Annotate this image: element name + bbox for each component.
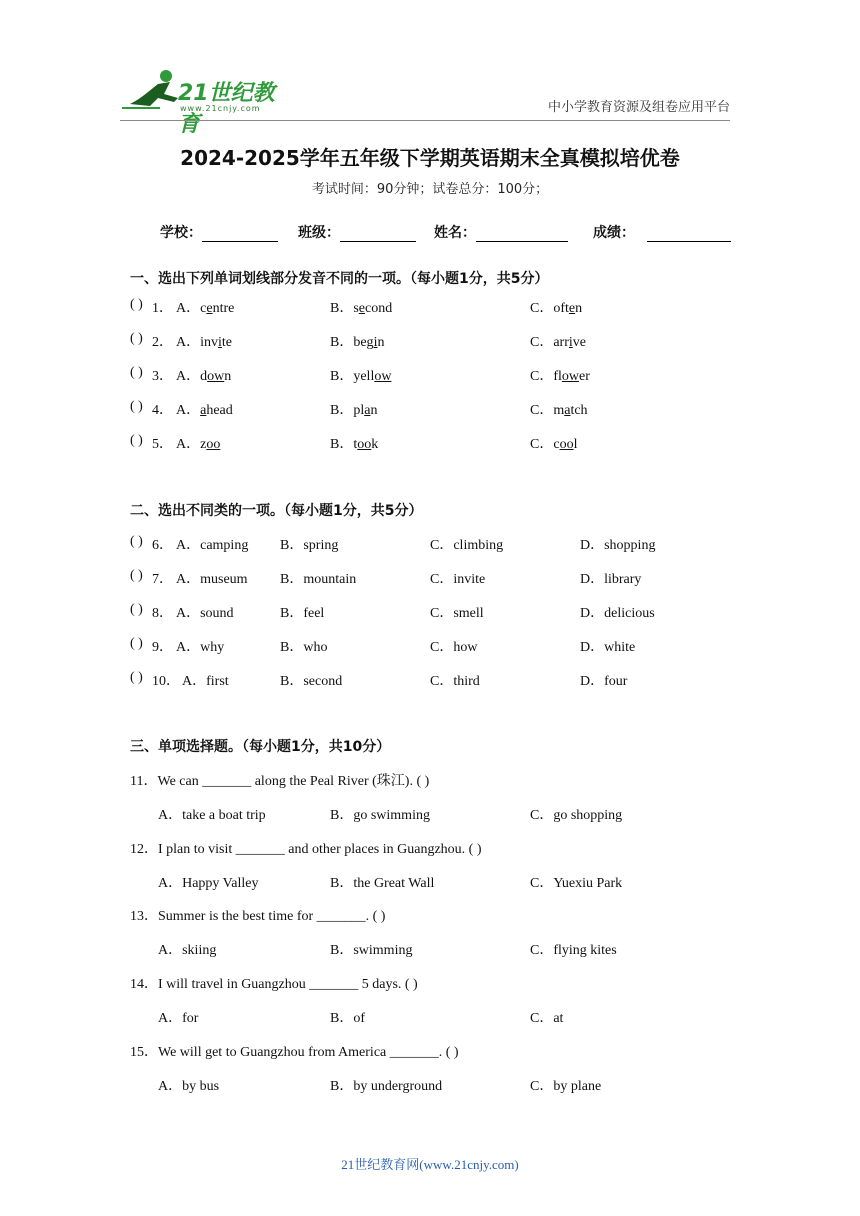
header-divider	[120, 120, 730, 121]
logo-text: 21世纪教育	[178, 81, 275, 137]
option-a[interactable]: A．take a boat trip	[158, 808, 266, 823]
answer-blank[interactable]: ( )	[130, 670, 143, 685]
answer-blank[interactable]: ( )	[130, 433, 143, 448]
option-a[interactable]: A．ahead	[176, 403, 233, 418]
score-field[interactable]	[593, 222, 731, 242]
option-a[interactable]: A．why	[176, 640, 225, 655]
option-b[interactable]: B．feel	[280, 606, 325, 621]
option-a[interactable]: A．first	[182, 674, 229, 689]
question-stem: 14．I will travel in Guangzhou _______ 5 days. ( )	[130, 977, 418, 992]
option-c[interactable]: C．flying kites	[530, 943, 617, 958]
option-c[interactable]: C．cool	[530, 437, 578, 452]
option-c[interactable]: C．arrive	[530, 335, 586, 350]
class-label: 班级：	[298, 225, 340, 241]
option-c[interactable]: C．match	[530, 403, 588, 418]
option-b[interactable]: B．spring	[280, 538, 339, 553]
option-c[interactable]: C．invite	[430, 572, 486, 587]
answer-blank[interactable]: ( )	[130, 636, 143, 651]
option-a[interactable]: A．for	[158, 1011, 199, 1026]
option-c[interactable]: C．go shopping	[530, 808, 623, 823]
option-a[interactable]: A．centre	[176, 301, 235, 316]
question-stem: 12．I plan to visit _______ and other places in Guangzhou. ( )	[130, 842, 482, 857]
option-c[interactable]: C．climbing	[430, 538, 504, 553]
logo-url: www.21cnjy.com	[180, 104, 261, 113]
page-title: 2024-2025学年五年级下学期英语期末全真模拟培优卷	[180, 146, 680, 170]
option-c[interactable]: C．smell	[430, 606, 484, 621]
answer-blank[interactable]: ( )	[130, 534, 143, 549]
option-c[interactable]: C．Yuexiu Park	[530, 876, 623, 891]
option-a[interactable]: A．sound	[176, 606, 234, 621]
option-a[interactable]: A．camping	[176, 538, 249, 553]
option-d[interactable]: D．delicious	[580, 606, 655, 621]
option-b[interactable]: B．second	[330, 301, 393, 316]
answer-blank[interactable]: ( )	[130, 297, 143, 312]
section-3-title: 三、单项选择题。（每小题1分，共10分）	[130, 739, 391, 755]
name-field[interactable]	[434, 222, 568, 242]
exam-info: 考试时间：90分钟；试卷总分：100分；	[311, 182, 549, 197]
option-a[interactable]: A．skiing	[158, 943, 217, 958]
class-field[interactable]	[298, 222, 416, 242]
option-b[interactable]: B．swimming	[330, 943, 413, 958]
option-b[interactable]: B．by underground	[330, 1079, 443, 1094]
option-b[interactable]: B．go swimming	[330, 808, 430, 823]
option-b[interactable]: B．of	[330, 1011, 365, 1026]
option-c[interactable]: C．often	[530, 301, 583, 316]
option-c[interactable]: C．by plane	[530, 1079, 602, 1094]
option-b[interactable]: B．mountain	[280, 572, 357, 587]
section-1-title: 一、选出下列单词划线部分发音不同的一项。（每小题1分，共5分）	[130, 271, 549, 287]
option-a[interactable]: A．down	[176, 369, 232, 384]
option-a[interactable]: A．invite	[176, 335, 233, 350]
option-a[interactable]: A．by bus	[158, 1079, 220, 1094]
option-b[interactable]: B．second	[280, 674, 343, 689]
answer-blank[interactable]: ( )	[130, 399, 143, 414]
option-b[interactable]: B．took	[330, 437, 379, 452]
option-c[interactable]: C．how	[430, 640, 478, 655]
question-stem: 15．We will get to Guangzhou from America _______. ( )	[130, 1045, 459, 1060]
answer-blank[interactable]: ( )	[130, 365, 143, 380]
question-stem: 13．Summer is the best time for _______. ( )	[130, 909, 386, 924]
option-d[interactable]: D．library	[580, 572, 642, 587]
name-label: 姓名：	[434, 225, 476, 241]
footer-link[interactable]: 21世纪教育网(www.21cnjy.com)	[341, 1157, 519, 1172]
option-b[interactable]: B．yellow	[330, 369, 392, 384]
option-a[interactable]: A．museum	[176, 572, 248, 587]
platform-label: 中小学教育资源及组卷应用平台	[547, 100, 730, 115]
option-c[interactable]: C．flower	[530, 369, 590, 384]
option-a[interactable]: A．Happy Valley	[158, 876, 259, 891]
option-d[interactable]: D．white	[580, 640, 636, 655]
score-label: 成绩：	[593, 225, 635, 241]
option-b[interactable]: B．the Great Wall	[330, 876, 435, 891]
option-b[interactable]: B．who	[280, 640, 328, 655]
answer-blank[interactable]: ( )	[130, 602, 143, 617]
option-b[interactable]: B．plan	[330, 403, 378, 418]
question-stem: 11．We can _______ along the Peal River (珠江). ( )	[130, 774, 430, 789]
answer-blank[interactable]: ( )	[130, 331, 143, 346]
section-2-title: 二、选出不同类的一项。（每小题1分，共5分）	[130, 503, 423, 519]
school-label: 学校：	[160, 225, 202, 241]
option-c[interactable]: C．at	[530, 1011, 564, 1026]
school-field[interactable]	[160, 222, 278, 242]
option-a[interactable]: A．zoo	[176, 437, 221, 452]
option-b[interactable]: B．begin	[330, 335, 385, 350]
answer-blank[interactable]: ( )	[130, 568, 143, 583]
option-c[interactable]: C．third	[430, 674, 480, 689]
option-d[interactable]: D．shopping	[580, 538, 656, 553]
option-d[interactable]: D．four	[580, 674, 628, 689]
